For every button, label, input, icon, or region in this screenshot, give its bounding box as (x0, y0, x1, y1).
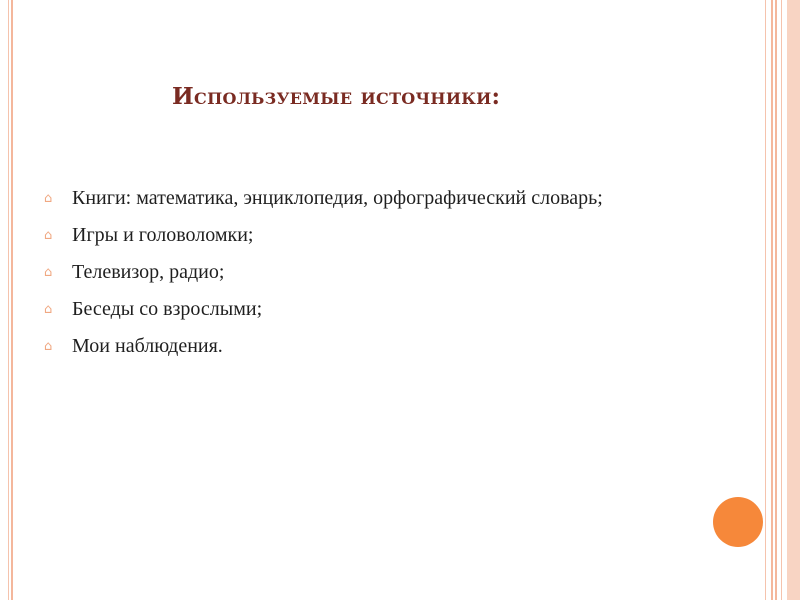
decorative-circle (713, 497, 763, 547)
bullet-icon: ⌂ (44, 191, 53, 206)
bullet-text: Телевизор, радио; (72, 261, 225, 283)
left-decorative-line (11, 0, 13, 600)
bullet-item (40, 332, 730, 361)
bullet-text: Беседы со взрослыми; (72, 298, 263, 320)
right-decorative-stripe (765, 0, 766, 600)
bullet-item (40, 295, 730, 324)
right-decorative-stripe (775, 0, 777, 600)
slide-title: Используемые источники: (172, 83, 501, 110)
bullet-item (40, 258, 730, 287)
right-decorative-stripe (787, 0, 800, 600)
right-decorative-stripe (781, 0, 782, 600)
left-decorative-line (8, 0, 9, 600)
bullet-item (40, 221, 730, 250)
bullet-item (40, 184, 730, 213)
bullet-list (40, 184, 730, 369)
bullet-text: Книги: математика, энциклопедия, орфографический словарь; (72, 187, 603, 209)
bullet-icon: ⌂ (44, 228, 53, 243)
right-decorative-stripe (771, 0, 773, 600)
bullet-text: Игры и головоломки; (72, 224, 254, 246)
bullet-icon: ⌂ (44, 302, 53, 317)
bullet-icon: ⌂ (44, 265, 53, 280)
bullet-text: Мои наблюдения. (72, 335, 223, 357)
bullet-icon: ⌂ (44, 339, 53, 354)
